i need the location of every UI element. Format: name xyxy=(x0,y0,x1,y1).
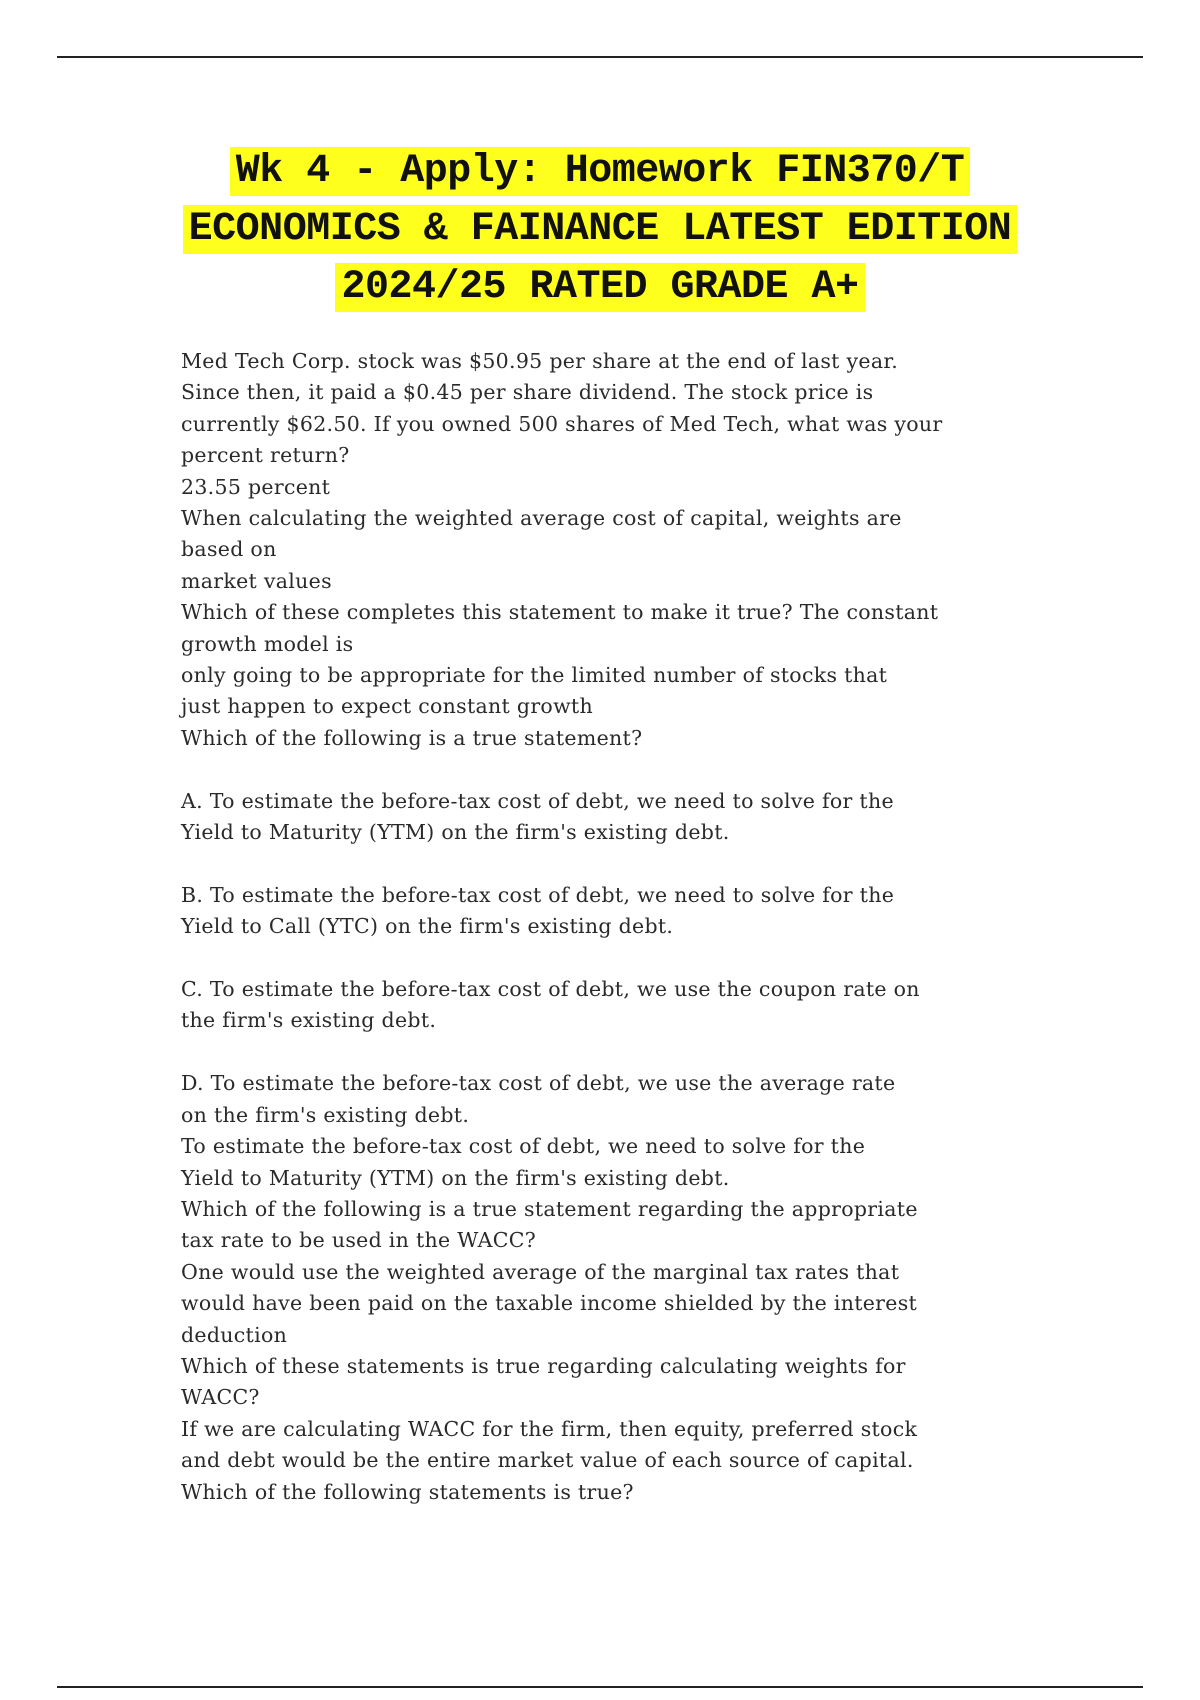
body-line: would have been paid on the taxable income shielded by the interest xyxy=(181,1291,918,1316)
body-line: based on xyxy=(181,537,277,562)
document-body xyxy=(181,346,1031,1508)
body-line: To estimate the before-tax cost of debt, we need to solve for the xyxy=(181,1134,866,1159)
blank-line xyxy=(181,943,1031,974)
body-line: Since then, it paid a $0.45 per share dividend. The stock price is xyxy=(181,380,874,405)
title-line-3: 2024/25 RATED GRADE A+ xyxy=(60,259,1140,317)
body-line: Yield to Maturity (YTM) on the firm's existing debt. xyxy=(181,1165,730,1190)
bottom-rule xyxy=(57,1686,1143,1688)
body-line: Yield to Call (YTC) on the firm's existing debt. xyxy=(181,914,674,939)
blank-line xyxy=(181,848,1031,879)
body-line: WACC? xyxy=(181,1385,260,1410)
title-line-2: ECONOMICS & FAINANCE LATEST EDITION xyxy=(60,201,1140,259)
body-line: 23.55 percent xyxy=(181,474,331,499)
body-line: Which of the following is a true statement? xyxy=(181,725,643,750)
body-line: percent return? xyxy=(181,443,350,468)
body-line: on the firm's existing debt. xyxy=(181,1102,470,1127)
body-line: D. To estimate the before-tax cost of debt, we use the average rate xyxy=(181,1071,896,1096)
body-line: just happen to expect constant growth xyxy=(181,694,593,719)
body-line: tax rate to be used in the WACC? xyxy=(181,1228,536,1253)
body-line: currently $62.50. If you owned 500 shares of Med Tech, what was your xyxy=(181,411,943,436)
body-line: market values xyxy=(181,568,332,593)
body-line: B. To estimate the before-tax cost of debt, we need to solve for the xyxy=(181,882,895,907)
title-line-1: Wk 4 - Apply: Homework FIN370/T xyxy=(60,143,1140,201)
body-line: A. To estimate the before-tax cost of debt, we need to solve for the xyxy=(181,788,894,813)
body-line: One would use the weighted average of the marginal tax rates that xyxy=(181,1259,900,1284)
blank-line xyxy=(181,1037,1031,1068)
body-line: When calculating the weighted average cost of capital, weights are xyxy=(181,506,902,531)
body-line: If we are calculating WACC for the firm, then equity, preferred stock xyxy=(181,1416,918,1441)
top-rule xyxy=(57,56,1143,58)
body-line: Med Tech Corp. stock was $50.95 per share at the end of last year. xyxy=(181,349,899,373)
body-line: deduction xyxy=(181,1322,288,1347)
body-line: Which of these completes this statement to make it true? The constant xyxy=(181,600,939,625)
body-line: growth model is xyxy=(181,631,354,656)
body-line: C. To estimate the before-tax cost of debt, we use the coupon rate on xyxy=(181,977,920,1002)
body-line: the firm's existing debt. xyxy=(181,1008,437,1033)
body-line: Which of these statements is true regarding calculating weights for xyxy=(181,1353,906,1378)
body-line: Which of the following is a true statement regarding the appropriate xyxy=(181,1196,918,1221)
document-title xyxy=(60,143,1140,317)
body-line: Which of the following statements is true? xyxy=(181,1479,634,1504)
body-line: Yield to Maturity (YTM) on the firm's existing debt. xyxy=(181,820,730,845)
body-line: only going to be appropriate for the limited number of stocks that xyxy=(181,663,888,688)
body-line: and debt would be the entire market value of each source of capital. xyxy=(181,1448,914,1473)
blank-line xyxy=(181,754,1031,785)
